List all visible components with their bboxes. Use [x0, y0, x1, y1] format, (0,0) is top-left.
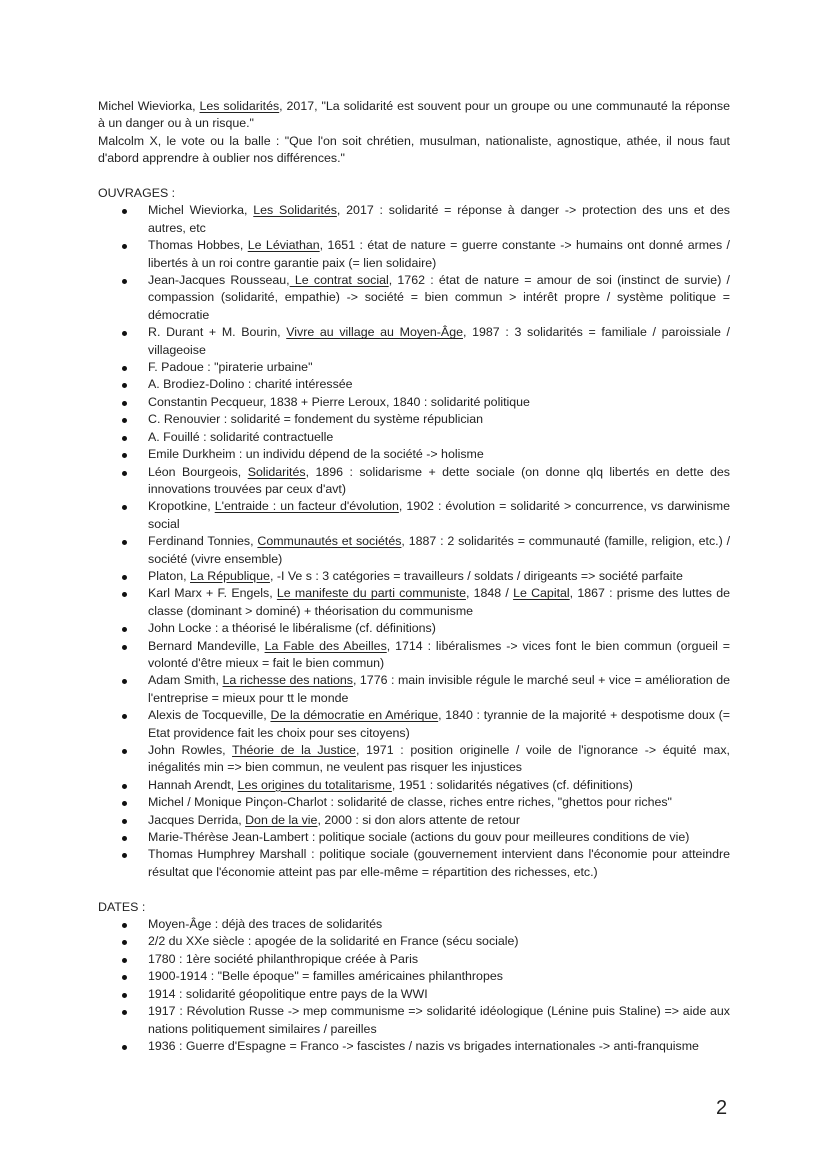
- book-title: Le manifeste du parti communiste: [276, 586, 466, 601]
- list-item: [148, 846, 730, 881]
- list-item: [148, 1003, 730, 1038]
- book-title: Don de la vie: [245, 812, 318, 827]
- list-item: [148, 568, 730, 585]
- list-item: [148, 411, 730, 428]
- list-item: [148, 638, 730, 673]
- text-segment: 1900-1914 : "Belle époque" = familles américaines philanthropes: [148, 969, 503, 984]
- text-segment: Thomas Humphrey Marshall : politique sociale (gouvernement intervient dans l'économie pour atteindre résultat que l'économie atteint pas par elle-même = répartition des richesses, etc.): [148, 847, 730, 879]
- list-item: [148, 968, 730, 985]
- list-item: [148, 707, 730, 742]
- list-item: [148, 812, 730, 829]
- list-item: [148, 533, 730, 568]
- book-title: L'entraide : un facteur d'évolution: [214, 499, 399, 514]
- list-item: [148, 237, 730, 272]
- text-segment: Léon Bourgeois,: [148, 464, 248, 479]
- text-segment: 1780 : 1ère société philanthropique créée à Paris: [148, 951, 419, 966]
- intro-quote: [98, 98, 730, 133]
- text-segment: , 1867 : prisme des luttes de classe (dominant > dominé) + théorisation du communisme: [148, 586, 731, 618]
- text-segment: Michel Wieviorka,: [98, 99, 200, 113]
- book-title: La République: [190, 568, 270, 583]
- text-segment: , 1951 : solidarités négatives (cf. définitions): [391, 777, 633, 792]
- text-segment: Constantin Pecqueur, 1838 + Pierre Leroux, 1840 : solidarité politique: [148, 394, 530, 409]
- text-segment: Jean-Jacques Rousseau,: [148, 273, 290, 288]
- list-item: [148, 916, 730, 933]
- list-item: [148, 498, 730, 533]
- text-segment: Karl Marx + F. Engels,: [148, 586, 277, 601]
- section-ouvrages: [98, 185, 730, 881]
- text-segment: , 1987 : 3 solidarités = familiale / paroissiale / villageoise: [148, 325, 730, 357]
- text-segment: Marie-Thérèse Jean-Lambert : politique sociale (actions du gouv pour meilleures conditions de vie): [148, 830, 690, 845]
- book-title: Vivre au village au Moyen-Âge: [286, 325, 463, 340]
- text-segment: Kropotkine,: [148, 499, 215, 514]
- text-segment: , 1902 : évolution = solidarité > concurrence, vs darwinisme social: [148, 499, 730, 531]
- text-segment: A. Brodiez-Dolino : charité intéressée: [148, 377, 353, 392]
- document-page: [98, 98, 730, 1055]
- spacer: [98, 881, 730, 898]
- section-title-ouvrages: OUVRAGES :: [98, 186, 176, 201]
- text-segment: , 1887 : 2 solidarités = communauté (famille, religion, etc.) / société (vivre ensemble): [148, 534, 731, 566]
- list-item: [148, 464, 730, 499]
- list-item: [148, 742, 730, 777]
- list-item: [148, 359, 730, 376]
- text-segment: , 2017, "La solidarité est souvent pour un groupe ou une communauté la réponse à un danger ou à un risque.": [98, 99, 730, 131]
- book-title: Théorie de la Justice: [232, 743, 356, 758]
- list-item: [148, 620, 730, 637]
- text-segment: , 1848 /: [465, 586, 514, 601]
- book-title: Les solidarités: [199, 99, 280, 113]
- text-segment: Malcolm X, le vote ou la balle : "Que l'on soit chrétien, musulman, nationaliste, agnostique, athée, il nous faut d'abord apprendre à oublier nos différences.": [98, 133, 730, 166]
- text-segment: C. Renouvier : solidarité = fondement du système républician: [148, 412, 484, 427]
- text-segment: , 1896 : solidarisme + dette sociale (on donne qlq libertés en dette des innovations trouvées par ceux d'avt): [148, 464, 731, 496]
- list-item: [148, 829, 730, 846]
- list-item: [148, 1038, 730, 1055]
- dates-list: [98, 916, 730, 1055]
- text-segment: , 1651 : état de nature = guerre constante -> humains ont donné armes / libertés à un roi contre garantie paix (= lien solidaire): [148, 238, 730, 270]
- text-segment: , 1714 : libéralismes -> vices font le bien commun (orgueil = volonté d'être mieux = fait le bien commun): [148, 638, 730, 670]
- text-segment: , 2017 : solidarité = réponse à danger -> protection des uns et des autres, etc: [148, 203, 730, 235]
- text-segment: F. Padoue : "piraterie urbaine": [148, 360, 313, 375]
- text-segment: , 2000 : si don alors attente de retour: [317, 812, 520, 827]
- text-segment: R. Durant + M. Bourin,: [148, 325, 287, 340]
- book-title: Les Solidarités: [253, 203, 337, 218]
- book-title: Communautés et sociétés: [257, 534, 402, 549]
- text-segment: , 1971 : position originelle / voile de l'ignorance -> équité max, inégalités min => bien commun, ne veulent pas risquer les injustices: [148, 743, 730, 775]
- text-segment: , 1762 : état de nature = amour de soi (instinct de survie) / compassion (solidarité, empathie) -> société = bien commun > intérêt propre / système politique = démocratie: [148, 273, 731, 322]
- text-segment: 2/2 du XXe siècle : apogée de la solidarité en France (sécu sociale): [148, 934, 519, 949]
- book-title: La richesse des nations: [222, 673, 353, 688]
- list-item: [148, 986, 730, 1003]
- text-segment: Michel Wieviorka,: [148, 203, 254, 218]
- text-segment: , 1840 : tyrannie de la majorité + despotisme doux (= Etat providence fait les choix pour ses citoyens): [148, 708, 730, 740]
- text-segment: 1917 : Révolution Russe -> mep communisme => solidarité idéologique (Lénine puis Staline) => aide aux nations politiquement similaires / pareilles: [148, 1004, 730, 1036]
- text-segment: Thomas Hobbes,: [148, 238, 248, 253]
- list-item: [148, 777, 730, 794]
- list-item: [148, 672, 730, 707]
- intro-quote: [98, 133, 730, 168]
- text-segment: 1936 : Guerre d'Espagne = Franco -> fascistes / nazis vs brigades internationales -> anti-franquisme: [148, 1038, 699, 1053]
- text-segment: Alexis de Tocqueville,: [148, 708, 271, 723]
- book-title: Le Capital: [513, 586, 570, 601]
- text-segment: Emile Durkheim : un individu dépend de la société -> holisme: [148, 447, 484, 462]
- book-title: Le contrat social: [289, 273, 389, 288]
- text-segment: Jacques Derrida,: [148, 812, 246, 827]
- text-segment: Ferdinand Tonnies,: [148, 534, 258, 549]
- text-segment: John Locke : a théorisé le libéralisme (cf. définitions): [148, 621, 436, 636]
- list-item: [148, 794, 730, 811]
- list-item: [148, 394, 730, 411]
- list-item: [148, 951, 730, 968]
- text-segment: Hannah Arendt,: [148, 777, 238, 792]
- text-segment: A. Fouillé : solidarité contractuelle: [148, 429, 334, 444]
- book-title: De la démocratie en Amérique: [270, 708, 439, 723]
- list-item: [148, 429, 730, 446]
- list-item: [148, 272, 730, 324]
- text-segment: , -I Ve s : 3 catégories = travailleurs / soldats / dirigeants => société parfaite: [269, 568, 683, 583]
- text-segment: Platon,: [148, 568, 191, 583]
- text-segment: Adam Smith,: [148, 673, 223, 688]
- text-segment: , 1776 : main invisible régule le marché seul + vice = amélioration de l'entreprise = mieux pour tt le monde: [148, 673, 730, 705]
- text-segment: Bernard Mandeville,: [148, 638, 265, 653]
- book-title: Les origines du totalitarisme: [237, 777, 392, 792]
- section-dates: [98, 899, 730, 1056]
- book-title: Le Léviathan: [247, 238, 320, 253]
- spacer: [98, 168, 730, 185]
- list-item: [148, 446, 730, 463]
- ouvrages-list: [98, 202, 730, 881]
- list-item: [148, 324, 730, 359]
- text-segment: Michel / Monique Pinçon-Charlot : solidarité de classe, riches entre riches, "ghettos pour riches": [148, 795, 672, 810]
- text-segment: John Rowles,: [148, 743, 232, 758]
- section-title-dates: DATES :: [98, 899, 146, 914]
- book-title: Solidarités: [247, 464, 306, 479]
- text-segment: 1914 : solidarité géopolitique entre pays de la WWI: [148, 986, 428, 1001]
- list-item: [148, 376, 730, 393]
- book-title: La Fable des Abeilles: [264, 638, 387, 653]
- intro-quotes: [98, 98, 730, 168]
- page-number: 2: [716, 1097, 728, 1119]
- text-segment: Moyen-Âge : déjà des traces de solidarités: [148, 917, 383, 932]
- list-item: [148, 585, 730, 620]
- list-item: [148, 933, 730, 950]
- list-item: [148, 202, 730, 237]
